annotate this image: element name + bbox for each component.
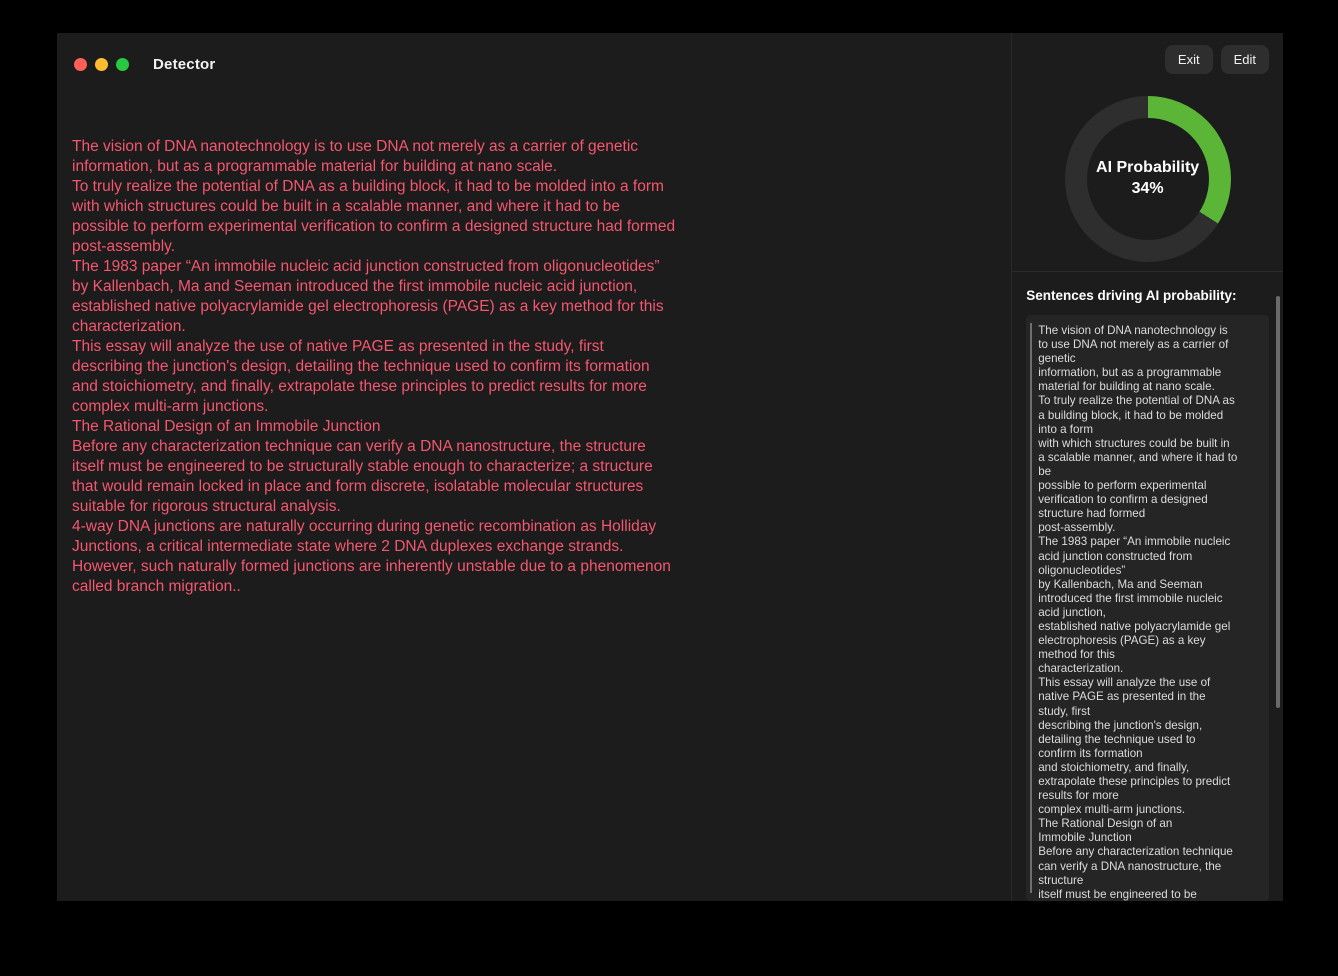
sentences-list[interactable] — [1026, 315, 1269, 901]
sentence-line: by Kallenbach, Ma and Seeman — [1038, 577, 1203, 591]
document-line: However, such naturally formed junctions are inherently unstable due to a phenomenon — [72, 558, 671, 575]
titlebar — [57, 33, 1011, 95]
document-line: To truly realize the potential of DNA as a building block, it had to be molded into a form — [72, 178, 664, 195]
gauge-center — [1087, 118, 1209, 240]
sentence-line: post-assembly. — [1038, 521, 1116, 535]
document-line: post-assembly. — [72, 238, 176, 255]
sentence-line: a building block, it had to be molded — [1038, 408, 1224, 422]
sentence-line: results for more — [1038, 789, 1119, 803]
sentence-line: can verify a DNA nanostructure, the — [1038, 859, 1222, 873]
document-line: This essay will analyze the use of native PAGE as presented in the study, first — [72, 338, 604, 355]
analysis-toolbar — [1012, 33, 1283, 86]
sentence-line: To truly realize the potential of DNA as — [1038, 394, 1235, 408]
document-line: characterization. — [72, 318, 186, 335]
document-line: by Kallenbach, Ma and Seeman introduced the first immobile nucleic acid junction, — [72, 278, 638, 295]
sentences-scrollbar[interactable] — [1276, 296, 1280, 708]
detector-window — [57, 33, 1283, 901]
sentence-line: be — [1038, 464, 1052, 478]
minimize-icon[interactable] — [95, 58, 108, 71]
document-text-area[interactable] — [57, 95, 1011, 901]
document-line: and stoichiometry, and finally, extrapolate these principles to predict results for more — [72, 378, 647, 395]
document-line: describing the junction's design, detailing the technique used to confirm its formation — [72, 358, 650, 375]
document-line: itself must be engineered to be structurally stable enough to characterize; a structure — [72, 458, 653, 475]
sentence-line: oligonucleotides” — [1038, 563, 1126, 577]
sentence-line: a scalable manner, and where it had to — [1038, 450, 1238, 464]
document-line: information, but as a programmable material for building at nano scale. — [72, 158, 558, 175]
sentence-line: Before any characterization technique — [1038, 845, 1233, 859]
document-line: established native polyacrylamide gel electrophoresis (PAGE) as a key method for this — [72, 298, 664, 315]
sentence-line: This essay will analyze the use of — [1038, 676, 1211, 690]
sentence-line: itself must be engineered to be — [1038, 887, 1197, 901]
document-line: The vision of DNA nanotechnology is to use DNA not merely as a carrier of genetic — [72, 138, 639, 155]
gauge-label: AI Probability — [1096, 159, 1200, 177]
sentence-line: material for building at nano scale. — [1038, 380, 1215, 394]
ai-probability-gauge — [1065, 96, 1231, 262]
document-line: called branch migration.. — [72, 578, 241, 595]
document-line: possible to perform experimental verification to confirm a designed structure had formed — [72, 218, 676, 235]
sentence-line: structure — [1038, 873, 1084, 887]
document-line: Before any characterization technique can verify a DNA nanostructure, the structure — [72, 438, 646, 455]
sentence-line: The vision of DNA nanotechnology is — [1038, 324, 1228, 337]
sentence-line: into a form — [1038, 422, 1093, 436]
sentence-line: The Rational Design of an — [1038, 817, 1173, 831]
document-pane — [57, 33, 1012, 901]
sentences-heading: Sentences driving AI probability: — [1026, 288, 1237, 303]
sentence-line: structure had formed — [1038, 507, 1146, 521]
sentence-line: detailing the technique used to — [1038, 732, 1196, 746]
document-line: complex multi-arm junctions. — [72, 398, 269, 415]
sentence-line: established native polyacrylamide gel — [1038, 619, 1231, 633]
ai-probability-gauge-section — [1012, 86, 1283, 272]
sentence-line: to use DNA not merely as a carrier of — [1038, 338, 1229, 352]
sentence-line: extrapolate these principles to predict — [1038, 775, 1231, 788]
sentence-line: method for this — [1038, 648, 1115, 662]
document-line: The 1983 paper “An immobile nucleic acid junction constructed from oligonucleotides” — [72, 258, 660, 275]
document-line: that would remain locked in place and form discrete, isolatable molecular structures — [72, 478, 644, 495]
sentence-line: The 1983 paper “An immobile nucleic — [1038, 535, 1231, 549]
document-line: 4-way DNA junctions are naturally occurring during genetic recombination as Holliday — [72, 518, 657, 535]
sentence-line: possible to perform experimental — [1038, 479, 1207, 493]
document-line: Junctions, a critical intermediate state where 2 DNA duplexes exchange strands. — [72, 538, 624, 555]
sentence-line: information, but as a programmable — [1038, 366, 1222, 380]
traffic-light-group — [74, 58, 129, 71]
edit-button[interactable]: Edit — [1221, 45, 1269, 74]
close-icon[interactable] — [74, 58, 87, 71]
sentence-line: electrophoresis (PAGE) as a key — [1038, 634, 1206, 648]
sentence-line: introduced the first immobile nucleic — [1038, 591, 1223, 605]
sentence-line: describing the junction's design, — [1038, 718, 1203, 732]
document-line: suitable for rigorous structural analysis. — [72, 498, 341, 515]
sentence-line: confirm its formation — [1038, 746, 1143, 760]
sentence-line: acid junction constructed from — [1038, 549, 1193, 563]
sentence-line: native PAGE as presented in the — [1038, 690, 1206, 704]
sentence-line: Immobile Junction — [1038, 831, 1132, 845]
sentence-line: and stoichiometry, and finally, — [1038, 760, 1190, 774]
page-title: Detector — [153, 55, 216, 73]
sentence-line: complex multi-arm junctions. — [1038, 803, 1186, 817]
exit-button[interactable]: Exit — [1165, 45, 1213, 74]
gauge-value: 34% — [1131, 180, 1164, 198]
document-line: The Rational Design of an Immobile Junction — [72, 418, 381, 435]
document-line: with which structures could be built in a scalable manner, and where it had to be — [72, 198, 620, 215]
sentence-line: study, first — [1038, 704, 1091, 718]
sentence-line: verification to confirm a designed — [1038, 493, 1208, 507]
analysis-pane — [1012, 33, 1283, 901]
sentence-line: acid junction, — [1038, 605, 1106, 619]
maximize-icon[interactable] — [116, 58, 129, 71]
sentence-line: with which structures could be built in — [1038, 436, 1230, 450]
sentences-section — [1012, 272, 1283, 901]
sentence-line: characterization. — [1038, 662, 1124, 676]
sentence-line: genetic — [1038, 352, 1076, 366]
